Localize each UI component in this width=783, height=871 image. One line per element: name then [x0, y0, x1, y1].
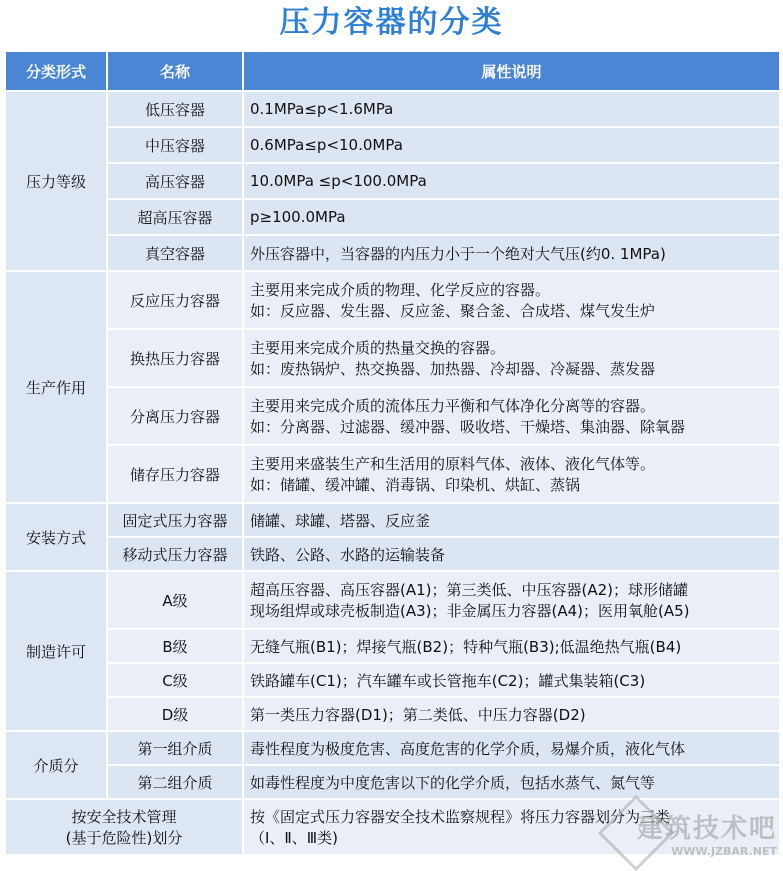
name-cell: 高压容器: [107, 163, 243, 199]
header-name: 名称: [107, 51, 243, 91]
desc-line: 主要用来完成介质的热量交换的容器。: [250, 339, 506, 357]
desc-cell: [243, 163, 780, 199]
desc-cell: [243, 571, 780, 629]
classification-table: [4, 50, 781, 856]
table-row: [5, 503, 780, 537]
watermark-url: WWW.JZBAR.NET: [671, 845, 777, 858]
table-row: [5, 571, 780, 629]
desc-cell: [243, 235, 780, 271]
desc-line: 0.6MPa≤p<10.0MPa: [250, 136, 403, 154]
desc-line: 毒性程度为极度危害、高度危害的化学介质，易爆介质，液化气体: [250, 739, 686, 758]
name-cell: C级: [107, 663, 243, 697]
category-cell: 制造许可: [5, 571, 107, 731]
desc-cell: [243, 663, 780, 697]
desc-line: 主要用来盛装生产和生活用的原料气体、液体、液化气体等。: [250, 455, 656, 473]
name-cell: B级: [107, 629, 243, 663]
name-cell: 储存压力容器: [107, 445, 243, 503]
name-cell: 第二组介质: [107, 765, 243, 799]
desc-line: （Ⅰ、Ⅱ、Ⅲ类): [250, 829, 339, 847]
name-cell: A级: [107, 571, 243, 629]
desc-line: 如：反应器、发生器、反应釜、聚合釜、合成塔、煤气发生炉: [250, 302, 656, 320]
desc-line: 如毒性程度为中度危害以下的化学介质，包括水蒸气、氮气等: [250, 773, 656, 792]
desc-line: p≥100.0MPa: [250, 208, 346, 226]
table-row: [5, 235, 780, 271]
category-line: 按安全技术管理: [71, 808, 177, 826]
desc-line: 无缝气瓶(B1)；焊接气瓶(B2)；特种气瓶(B3);低温绝热气瓶(B4): [250, 637, 682, 656]
table-row: [5, 445, 780, 503]
name-cell: 低压容器: [107, 91, 243, 127]
table-row: [5, 697, 780, 731]
desc-cell: [243, 387, 780, 445]
category-cell: [5, 799, 243, 855]
desc-line: 储罐、球罐、塔器、反应釜: [250, 511, 431, 530]
name-cell: 中压容器: [107, 127, 243, 163]
desc-line: 按《固定式压力容器安全技术监察规程》将压力容器划分为三类: [250, 808, 671, 826]
watermark-logo-text: 建筑技术吧: [636, 814, 777, 844]
category-cell: 生产作用: [5, 271, 107, 503]
desc-line: 0.1MPa≤p<1.6MPa: [250, 100, 394, 118]
desc-line: 铁路罐车(C1)；汽车罐车或长管拖车(C2)；罐式集装箱(C3): [250, 671, 646, 690]
desc-cell: [243, 799, 780, 855]
desc-cell: [243, 697, 780, 731]
table-row: [5, 799, 780, 855]
category-cell: 压力等级: [5, 91, 107, 271]
name-cell: 真空容器: [107, 235, 243, 271]
desc-cell: [243, 199, 780, 235]
desc-line: 如：废热锅炉、热交换器、加热器、冷却器、冷凝器、蒸发器: [250, 360, 656, 378]
desc-line: 如：储罐、缓冲罐、消毒锅、印染机、烘缸、蒸锅: [250, 476, 581, 494]
table-row: [5, 127, 780, 163]
table-row: [5, 537, 780, 571]
name-cell: 固定式压力容器: [107, 503, 243, 537]
table-row: [5, 731, 780, 765]
page-title: 压力容器的分类: [279, 5, 504, 40]
desc-line: 超高压容器、高压容器(A1)；第三类低、中压容器(A2)；球形储罐: [250, 581, 689, 599]
table-row: [5, 765, 780, 799]
desc-cell: [243, 271, 780, 329]
header-category: 分类形式: [5, 51, 107, 91]
desc-line: 铁路、公路、水路的运输装备: [250, 545, 446, 564]
name-cell: 分离压力容器: [107, 387, 243, 445]
desc-line: 现场组焊或球壳板制造(A3)；非金属压力容器(A4)；医用氧舱(A5): [250, 602, 690, 620]
desc-cell: [243, 765, 780, 799]
desc-line: 第一类压力容器(D1)；第二类低、中压力容器(D2): [250, 705, 586, 724]
table-row: [5, 199, 780, 235]
category-cell: 安装方式: [5, 503, 107, 571]
table-row: [5, 271, 780, 329]
name-cell: 超高压容器: [107, 199, 243, 235]
category-line: (基于危险性)划分: [65, 829, 183, 847]
desc-cell: [243, 127, 780, 163]
name-cell: 第一组介质: [107, 731, 243, 765]
category-cell: 介质分: [5, 731, 107, 799]
name-cell: 反应压力容器: [107, 271, 243, 329]
table-row: [5, 663, 780, 697]
table-row: [5, 91, 780, 127]
desc-cell: [243, 537, 780, 571]
desc-line: 如：分离器、过滤器、缓冲器、吸收塔、干燥塔、集油器、除氧器: [250, 418, 686, 436]
desc-line: 外压容器中，当容器的内压力小于一个绝对大气压(约0. 1MPa): [250, 244, 666, 263]
table-row: [5, 329, 780, 387]
desc-line: 主要用来完成介质的物理、化学反应的容器。: [250, 281, 551, 299]
table-row: [5, 163, 780, 199]
desc-cell: [243, 91, 780, 127]
desc-cell: [243, 629, 780, 663]
table-row: [5, 629, 780, 663]
name-cell: 换热压力容器: [107, 329, 243, 387]
desc-cell: [243, 503, 780, 537]
name-cell: D级: [107, 697, 243, 731]
desc-cell: [243, 329, 780, 387]
table-header-row: [5, 51, 780, 91]
desc-cell: [243, 731, 780, 765]
header-description: 属性说明: [243, 51, 780, 91]
name-cell: 移动式压力容器: [107, 537, 243, 571]
desc-line: 主要用来完成介质的流体压力平衡和气体净化分离等的容器。: [250, 397, 656, 415]
table-row: [5, 387, 780, 445]
desc-cell: [243, 445, 780, 503]
desc-line: 10.0MPa ≤p<100.0MPa: [250, 172, 427, 190]
